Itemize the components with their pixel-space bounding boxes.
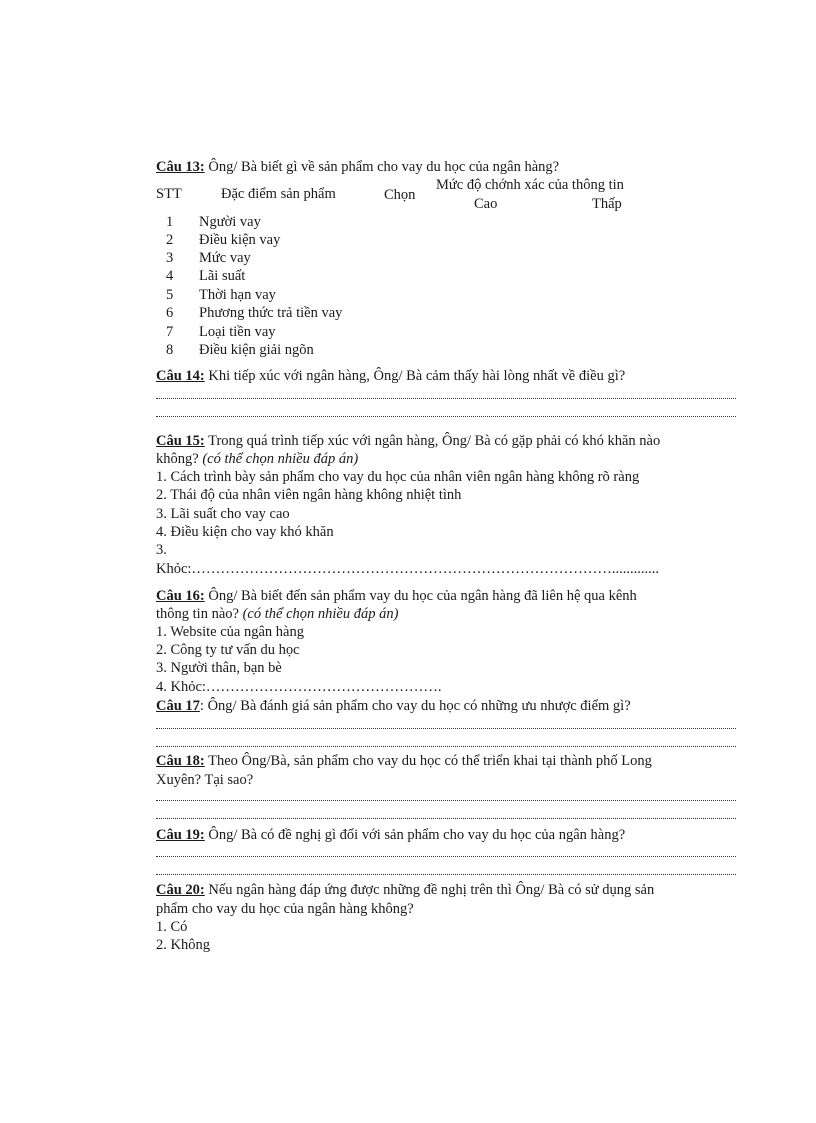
question-18 <box>156 752 652 770</box>
answer-line[interactable] <box>156 800 736 801</box>
option-item[interactable]: 3. Người thân, bạn bè <box>156 660 282 676</box>
table-row-number: 1 <box>166 214 174 230</box>
question-18-label: Câu 18: <box>156 753 205 769</box>
question-19-text: Ông/ Bà có đề nghị gì đối với sản phẩm cho vay du học của ngân hàng? <box>204 827 626 843</box>
question-16-line2 <box>156 605 398 623</box>
table-row-number: 6 <box>166 305 174 321</box>
question-15-text-cont: không? <box>156 451 203 467</box>
table-row-feature: Phương thức trả tiền vay <box>199 305 343 321</box>
answer-line[interactable] <box>156 856 736 857</box>
answer-line[interactable] <box>156 818 736 819</box>
answer-line[interactable] <box>156 746 736 747</box>
question-18-line2: Xuyên? Tại sao? <box>156 772 254 788</box>
other-answer-field[interactable]: Khỏc:……………………………………………………………………………............. <box>156 561 660 577</box>
question-20-text: Nếu ngân hàng đáp ứng được những đề nghị trên thì Ông/ Bà có sử dụng sản <box>204 882 655 898</box>
option-item[interactable]: 4. Điều kiện cho vay khó khăn <box>156 524 334 540</box>
option-item[interactable]: 2. Thái độ của nhân viên ngân hàng không nhiệt tình <box>156 487 462 503</box>
question-18-text: Theo Ông/Bà, sản phẩm cho vay du học có thể triển khai tại thành phố Long <box>204 753 652 769</box>
option-item[interactable]: 2. Không <box>156 937 210 953</box>
question-16-label: Câu 16: <box>156 588 205 604</box>
option-item[interactable]: 3. Lãi suất cho vay cao <box>156 506 290 522</box>
question-13-text: Ông/ Bà biết gì về sản phẩm cho vay du học của ngân hàng? <box>204 159 560 175</box>
answer-line[interactable] <box>156 874 736 875</box>
option-item[interactable]: 2. Công ty tư vấn du học <box>156 642 300 658</box>
table-row-feature: Điều kiện giải ngõn <box>199 342 314 358</box>
table-row-number: 3 <box>166 250 174 266</box>
multi-choice-note: (có thể chọn nhiều đáp án) <box>242 606 399 622</box>
header-feature: Đặc điểm sản phẩm <box>221 186 336 202</box>
answer-line[interactable] <box>156 398 736 399</box>
header-high: Cao <box>474 196 498 212</box>
question-13 <box>156 158 559 176</box>
question-14-text: Khi tiếp xúc với ngân hàng, Ông/ Bà cảm thấy hài lòng nhất về điều gì? <box>204 368 626 384</box>
answer-line[interactable] <box>156 416 736 417</box>
question-15-label: Câu 15: <box>156 433 205 449</box>
question-15-line2 <box>156 450 358 468</box>
option-item[interactable]: 1. Website của ngân hàng <box>156 624 304 640</box>
question-14 <box>156 367 625 385</box>
question-19 <box>156 826 625 844</box>
question-19-label: Câu 19: <box>156 827 205 843</box>
question-14-label: Câu 14: <box>156 368 205 384</box>
question-16-text-cont: thông tin nào? <box>156 606 243 622</box>
table-row-number: 5 <box>166 287 174 303</box>
table-row-number: 2 <box>166 232 174 248</box>
question-17-text: : Ông/ Bà đánh giá sản phẩm cho vay du học có những ưu nhược điểm gì? <box>199 698 631 714</box>
question-16 <box>156 587 637 605</box>
question-20-label: Câu 20: <box>156 882 205 898</box>
table-row-feature: Thời hạn vay <box>199 287 276 303</box>
table-row-number: 8 <box>166 342 174 358</box>
question-17 <box>156 697 631 715</box>
table-row-number: 4 <box>166 268 174 284</box>
question-17-label: Câu 17 <box>156 698 200 714</box>
question-15-text: Trong quá trình tiếp xúc với ngân hàng, Ông/ Bà có gặp phải có khó khăn nào <box>204 433 661 449</box>
question-16-text: Ông/ Bà biết đến sản phẩm vay du học của ngân hàng đã liên hệ qua kênh <box>204 588 637 604</box>
header-choose: Chọn <box>384 187 416 203</box>
header-low: Thấp <box>592 196 622 212</box>
option-item[interactable]: 4. Khỏc:…………………………………………. <box>156 679 442 695</box>
table-row-feature: Điều kiện vay <box>199 232 281 248</box>
table-row-number: 7 <box>166 324 174 340</box>
table-row-feature: Loại tiền vay <box>199 324 276 340</box>
option-item[interactable]: 1. Có <box>156 919 188 935</box>
option-item[interactable]: 1. Cách trình bày sản phẩm cho vay du học của nhân viên ngân hàng không rõ ràng <box>156 469 640 485</box>
question-13-label: Câu 13: <box>156 159 205 175</box>
question-20 <box>156 881 654 899</box>
option-item[interactable]: 3. <box>156 542 167 558</box>
question-20-line2: phẩm cho vay du học của ngân hàng không? <box>156 901 414 917</box>
answer-line[interactable] <box>156 728 736 729</box>
question-15 <box>156 432 660 450</box>
table-row-feature: Mức vay <box>199 250 251 266</box>
header-accuracy: Mức độ chớnh xác của thông tin <box>436 177 624 193</box>
header-stt: STT <box>156 186 182 202</box>
table-row-feature: Người vay <box>199 214 261 230</box>
multi-choice-note: (có thể chọn nhiều đáp án) <box>202 451 359 467</box>
table-row-feature: Lãi suất <box>199 268 246 284</box>
